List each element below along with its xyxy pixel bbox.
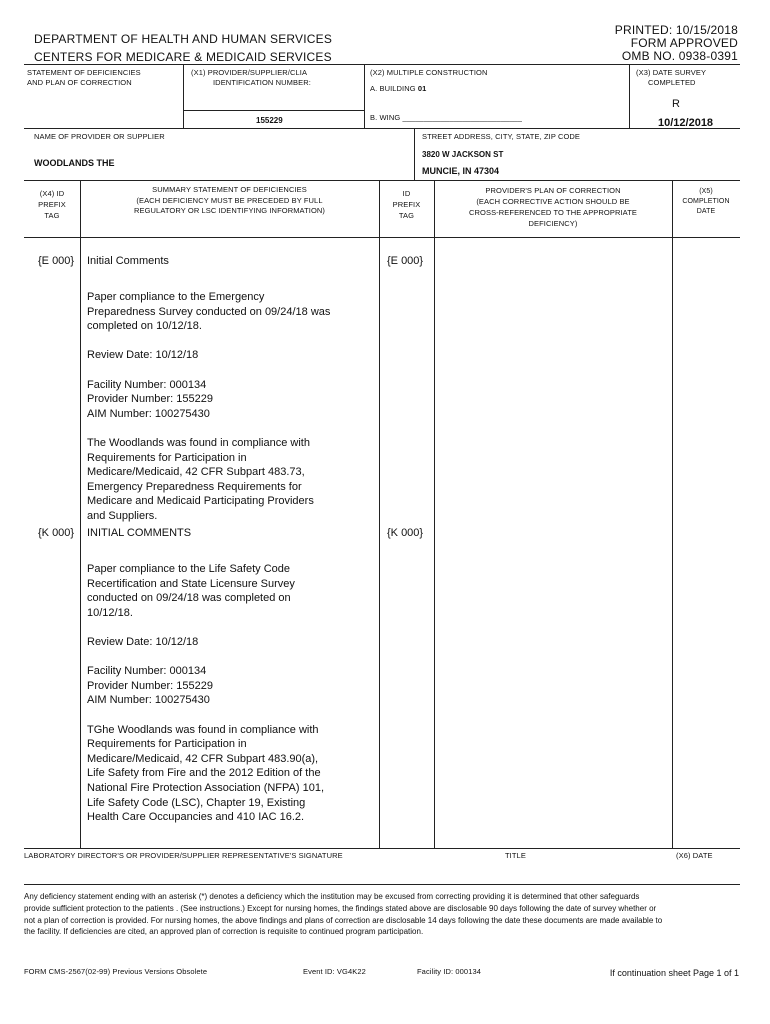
x1-label-1: (X1) PROVIDER/SUPPLIER/CLIA <box>191 68 308 77</box>
address-label: STREET ADDRESS, CITY, STATE, ZIP CODE <box>422 132 581 141</box>
form-approved: FORM APPROVED <box>630 36 738 50</box>
k-body: Paper compliance to the Life Safety Code Recertification and State Licensure Survey conducted on 09/24/18 was completed on 10/12/18. Review Date: 10/12/18 Facility Number: 000134 Provider Number: 155229 AIM Number: 100275430 TGhe Woodlands was found in compliance with Requirements for Participation in Medicare/Medicaid, 42 CFR Subpart 483.90(a), Life Safety from Fire and the 2012 Edition of the National Fire Protection Association (NFPA) 101, Life Safety Code (LSC), Chapter 19, Existing Health Care Occupancies and 410 IAC 16.2. <box>87 563 325 824</box>
e-body: Paper compliance to the Emergency Preparedness Survey conducted on 09/24/18 was completed on 10/12/18. Review Date: 10/12/18 Facility Number: 000134 Provider Number: 155229 AIM Number: 100275430 The Woodlands was found in compliance with Requirements for Participation in Medicare/Medicaid, 42 CFR Subpart 483.73, Emergency Preparedness Requirements for Medicare and Medicaid Participating Providers and Suppliers. <box>87 291 331 522</box>
statement-label-2: AND PLAN OF CORRECTION <box>27 78 132 87</box>
k-title: INITIAL COMMENTS <box>87 527 192 539</box>
rule-table-bottom <box>24 848 740 849</box>
continuation-sheet: If continuation sheet Page 1 of 1 <box>609 968 739 978</box>
x3-r-marker: R <box>672 98 681 110</box>
e-prefix-tag: {E 000} <box>38 255 75 267</box>
rule-v-table-3 <box>434 180 435 848</box>
event-id: Event ID: VG4K22 <box>303 967 366 976</box>
x5-header: (X5) COMPLETION DATE <box>682 188 730 215</box>
rule-v-top-3 <box>629 64 630 128</box>
building-label: A. BUILDING <box>370 84 416 93</box>
building-line <box>370 85 426 94</box>
disclosure-notice: Any deficiency statement ending with an asterisk (*) denotes a deficiency which the institution may be excused from correcting providing it is determined that other safeguards provide sufficient protection to the patients . (See instructions.) Except for nursing homes, the findings stated above are disclosable 90 days following the date of survey whether or not a plan of correction is provided. For nursing homes, the above findings and plans of correction are disclosable 14 days following the date these documents are made available to the facility. If deficiencies are cited, an approved plan of correction is requisite to continued program participation. <box>24 892 663 937</box>
x3-label-1: (X3) DATE SURVEY <box>636 68 707 77</box>
rule-v-top-1 <box>183 64 184 128</box>
x2-label: (X2) MULTIPLE CONSTRUCTION <box>370 68 488 77</box>
wing-label: B. WING ____________________________ <box>370 113 523 122</box>
rule-v-top-2 <box>364 64 365 128</box>
x3-label-2: COMPLETED <box>648 78 696 87</box>
rule-signature-bottom <box>24 884 740 885</box>
survey-completed-date: 10/12/2018 <box>658 117 714 129</box>
provider-name-value: WOODLANDS THE <box>34 158 115 168</box>
title-label: TITLE <box>505 851 526 860</box>
street-value: 3820 W JACKSON ST <box>422 150 504 159</box>
provider-name-label: NAME OF PROVIDER OR SUPPLIER <box>34 132 165 141</box>
centers-heading: CENTERS FOR MEDICARE & MEDICAID SERVICES <box>34 50 332 64</box>
building-value: 01 <box>417 84 427 93</box>
provider-id-value: 155229 <box>256 116 283 125</box>
omb-number: OMB NO. 0938-0391 <box>621 49 738 63</box>
rule-top <box>24 64 740 65</box>
rule-top-row-bottom <box>24 128 740 129</box>
k-id-tag: {K 000} <box>387 527 424 539</box>
rule-x1-underline <box>183 110 364 111</box>
department-heading: DEPARTMENT OF HEALTH AND HUMAN SERVICES <box>34 32 333 46</box>
summary-header: SUMMARY STATEMENT OF DEFICIENCIES (EACH DEFICIENCY MUST BE PRECEDED BY FULL REGULATORY OR LSC IDENTIFYING INFORMATION) <box>133 185 326 215</box>
x6-date-label: (X6) DATE <box>676 851 713 860</box>
e-title: Initial Comments <box>87 255 169 267</box>
rule-provider-bottom <box>24 180 740 181</box>
signature-label: LABORATORY DIRECTOR'S OR PROVIDER/SUPPLIER REPRESENTATIVE'S SIGNATURE <box>24 851 343 860</box>
rule-column-header-bottom <box>24 237 740 238</box>
plan-header: PROVIDER'S PLAN OF CORRECTION (EACH CORRECTIVE ACTION SHOULD BE CROSS-REFERENCED TO THE APPROPRIATE DEFICIENCY) <box>469 186 637 228</box>
rule-v-provider <box>414 128 415 180</box>
city-value: MUNCIE, IN 47304 <box>422 166 500 176</box>
x1-label-2: IDENTIFICATION NUMBER: <box>213 78 311 87</box>
e-id-tag: {E 000} <box>387 255 424 267</box>
form-number: FORM CMS-2567(02-99) Previous Versions Obsolete <box>24 967 208 976</box>
rule-v-table-2 <box>379 180 380 848</box>
printed-date: PRINTED: 10/15/2018 <box>614 23 738 37</box>
id-header: ID PREFIX TAG <box>392 189 421 220</box>
x4-header: (X4) ID PREFIX TAG <box>38 189 66 220</box>
rule-v-table-1 <box>80 180 81 848</box>
statement-label-1: STATEMENT OF DEFICIENCIES <box>27 68 141 77</box>
facility-id: Facility ID: 000134 <box>417 967 482 976</box>
rule-v-table-4 <box>672 180 673 848</box>
k-prefix-tag: {K 000} <box>38 527 75 539</box>
